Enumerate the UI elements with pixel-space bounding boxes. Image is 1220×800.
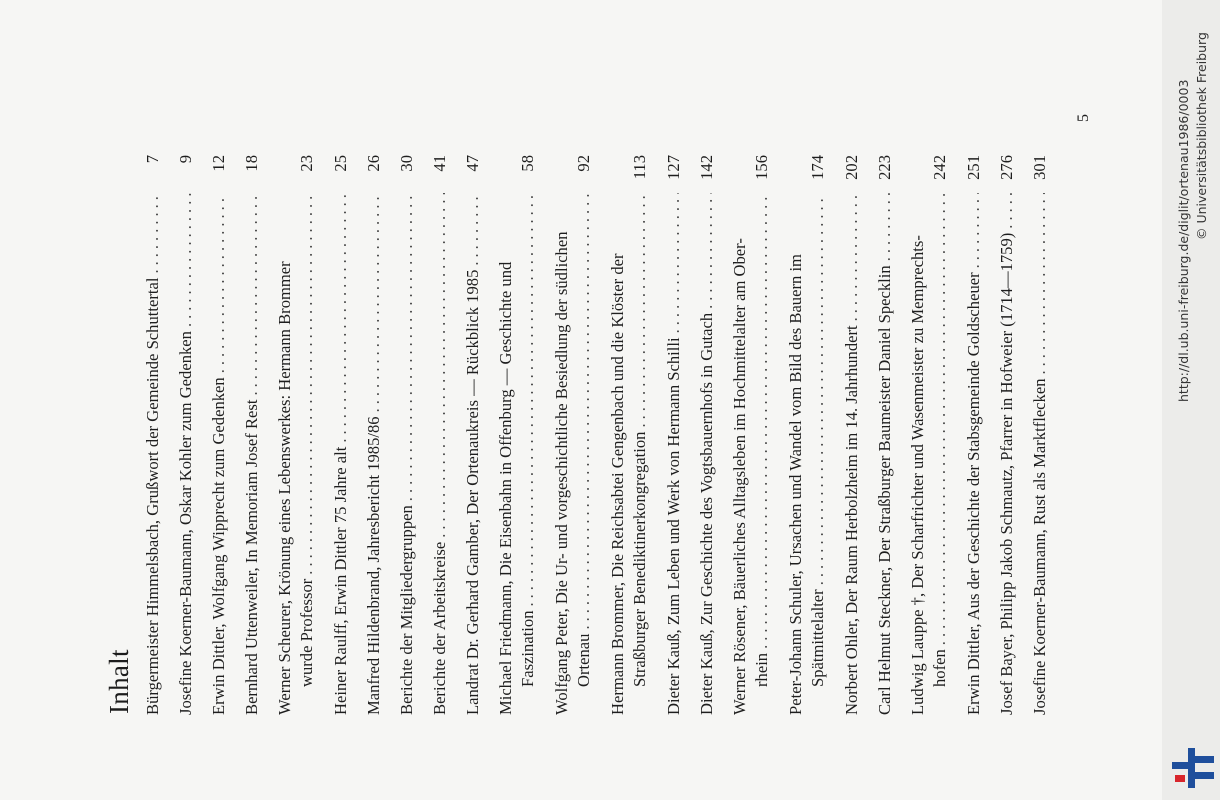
toc-entry-title: Erwin Dittler, Aus der Geschichte der Stabsgemeinde Goldscheuer [964, 272, 983, 715]
dot-leader [751, 193, 773, 649]
toc-entry-page: 9 [176, 155, 195, 164]
toc-entry-title: Dieter Kauß, Zum Leben und Werk von Hermann Schilli [664, 337, 683, 715]
toc-entry [663, 155, 685, 715]
toc-entry [429, 155, 451, 715]
toc-entry-page: 25 [331, 155, 350, 172]
toc-entry-page: 58 [518, 155, 537, 172]
dot-leader [841, 193, 863, 321]
dot-leader [142, 193, 164, 274]
toc-entry [175, 155, 197, 715]
toc-entry-title: Josefine Koerner-Baumann, Oskar Kohler zum Gedenken [176, 331, 195, 715]
toc-entry-title: Bernhard Uttenweiler, In Memoriam Josef Rest [242, 399, 261, 715]
toc-entry-page: 156 [752, 155, 771, 180]
toc-entry-title: Bürgermeister Himmelsbach, Grußwort der Gemeinde Schuttertal [143, 277, 162, 715]
dot-leader [175, 193, 197, 327]
toc-entry [330, 155, 352, 715]
toc-entry-title: Dieter Kauß, Zur Geschichte des Vogtsbauernhofs in Gutach [697, 312, 716, 715]
dot-leader [208, 193, 230, 373]
toc-entry-title: Josefine Koerner-Baumann, Rust als Marktflecken [1030, 378, 1049, 715]
toc-entry [462, 155, 484, 715]
page-number: 5 [1075, 114, 1092, 122]
toc-entry [874, 155, 896, 715]
toc-entry [363, 155, 385, 715]
toc-entry-page: 142 [697, 155, 716, 180]
toc-entry-title: Heiner Raulff, Erwin Dittler 75 Jahre alt [331, 446, 350, 715]
toc-entry-title: Landrat Dr. Gerhard Gamber, Der Ortenaukreis — Rückblick 1985 [463, 269, 482, 715]
toc-entry-title: Peter-Johann Schuler, Ursachen und Wandel vom Bild des Bauern im [786, 254, 805, 715]
sidebar-text [1162, 0, 1220, 800]
toc-entry [996, 155, 1018, 715]
toc-entry-page: 242 [930, 155, 949, 180]
toc-entry-page: 23 [297, 155, 316, 172]
dot-leader [462, 193, 484, 266]
toc-entry-title: Berichte der Mitgliedergruppen [397, 505, 416, 715]
dot-leader [807, 193, 829, 585]
toc-entry-title: Norbert Ohler, Der Raum Herbolzheim im 14. Jahrhundert [842, 325, 861, 715]
dot-leader [396, 193, 418, 501]
toc-entry-page: 7 [143, 155, 162, 164]
dot-leader [429, 193, 451, 538]
toc-entry-page: 223 [875, 155, 894, 180]
toc-entry-title: Berichte der Arbeitskreise [430, 541, 449, 715]
dot-leader [363, 193, 385, 412]
toc-entry [963, 155, 985, 715]
toc-entry-title: Carl Helmut Steckner, Der Straßburger Baumeister Daniel Specklin [875, 265, 894, 715]
dot-leader [663, 193, 685, 333]
toc-entry-title-continued: rhein [752, 652, 771, 687]
toc-entry-page: 174 [808, 155, 827, 180]
toc-entry-title: Hermann Brommer, Die Reichsabtei Gengenbach und die Klöster der [608, 253, 627, 715]
toc-entry [142, 155, 164, 715]
dot-leader [517, 193, 539, 606]
dot-leader [996, 193, 1018, 229]
toc-heading: Inhalt [104, 649, 134, 714]
toc-entry [551, 155, 595, 715]
ub-freiburg-logo-icon [1172, 748, 1214, 788]
dot-leader [296, 193, 318, 575]
toc-entry-page: 113 [630, 155, 649, 180]
toc-entry [241, 155, 263, 715]
permalink-url[interactable]: http://dl.ub.uni-freiburg.de/diglit/ortenau1986/0003 [1176, 79, 1191, 402]
dot-leader [241, 193, 263, 396]
dot-leader [963, 193, 985, 268]
copyright-notice: © Universitätsbibliothek Freiburg [1194, 32, 1209, 240]
toc-entry [607, 155, 651, 715]
toc-entry-page: 47 [463, 155, 482, 172]
toc-entry-title-continued: Spätmittelalter [808, 589, 827, 687]
toc-entry-page: 30 [397, 155, 416, 172]
toc-entry-page: 276 [997, 155, 1016, 180]
toc-entry [841, 155, 863, 715]
toc-entry-page: 26 [364, 155, 383, 172]
toc-entry-title-continued: wurde Professor [297, 578, 316, 687]
toc-entry [396, 155, 418, 715]
toc-entry-title-continued: Straßburger Benediktinerkongregation [630, 431, 649, 687]
toc-entry-title: Ludwig Lauppe †, Der Scharfrichter und Wasenmeister zu Memprechts- [908, 235, 927, 715]
toc-entry-title-continued: hofen [930, 649, 949, 687]
toc-entry [729, 155, 773, 715]
toc-entry [274, 155, 318, 715]
toc-entry [785, 155, 829, 715]
dot-leader [696, 193, 718, 309]
toc-entry-title: Werner Rösener, Bäuerliches Alltagsleben im Hochmittelalter am Ober- [730, 238, 749, 715]
toc-entry [907, 155, 951, 715]
dot-leader [330, 193, 352, 443]
toc-entry-title: Josef Bayer, Philipp Jakob Schmautz, Pfarrer in Hofweier (1714—1759) [997, 232, 1016, 715]
toc-entry-title: Michael Friedmann, Die Eisenbahn in Offenburg — Geschichte und [496, 261, 515, 715]
toc-entry-page: 18 [242, 155, 261, 172]
toc-entry-page: 41 [430, 155, 449, 172]
toc-entry [208, 155, 230, 715]
toc-entry-title-continued: Faszination [518, 610, 537, 687]
toc-entry [495, 155, 539, 715]
toc-entry-title: Werner Scheurer, Krönung eines Lebenswerkes: Hermann Brommer [275, 261, 294, 715]
dot-leader [573, 193, 595, 630]
toc-entry [1029, 155, 1051, 715]
toc-entry-page: 202 [842, 155, 861, 180]
toc-entry-title: Erwin Dittler, Wolfgang Wipprecht zum Gedenken [209, 377, 228, 715]
toc-entry-page: 251 [964, 155, 983, 180]
toc-entry-page: 92 [574, 155, 593, 172]
toc-entry-page: 12 [209, 155, 228, 172]
toc-entry-page: 127 [664, 155, 683, 180]
dot-leader [629, 193, 651, 428]
toc-entry-title-continued: Ortenau [574, 633, 593, 687]
toc-entry-title: Manfred Hildenbrand, Jahresbericht 1985/86 [364, 416, 383, 715]
toc-entry-page: 301 [1030, 155, 1049, 180]
toc-entry [696, 155, 718, 715]
toc-entry-title: Wolfgang Peter, Die Ur- und vorgeschichtliche Besiedlung der südlichen [552, 231, 571, 715]
dot-leader [1029, 193, 1051, 374]
dot-leader [929, 193, 951, 645]
dot-leader [874, 193, 896, 261]
